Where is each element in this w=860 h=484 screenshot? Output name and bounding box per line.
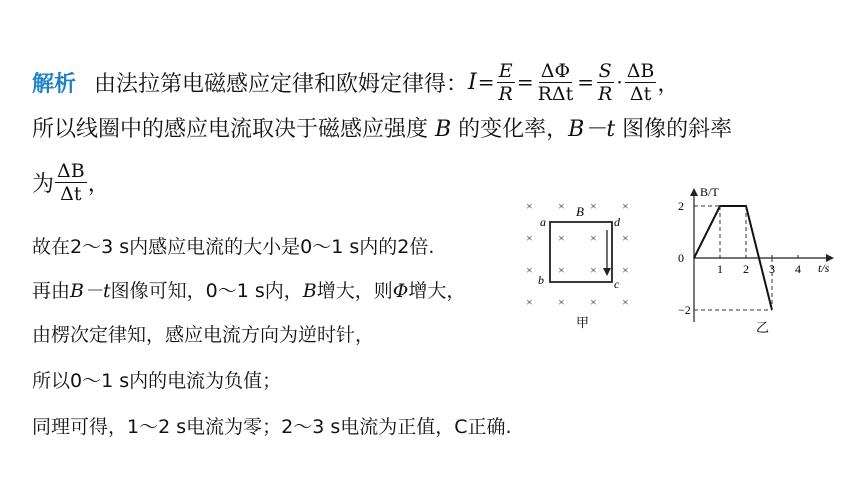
cross: × [558, 199, 565, 213]
y-axis-label: B/T [700, 185, 719, 199]
y-axis-arrow [690, 188, 698, 196]
bt-graph [670, 182, 845, 337]
cross: × [590, 295, 597, 309]
dot-operator: · [616, 70, 623, 94]
equals-3: = [577, 70, 595, 94]
equals-1: = [477, 70, 495, 94]
line-5: 再由B－t图像可知，0～1 s内，B增大，则Φ增大， [32, 280, 466, 302]
cross: × [622, 295, 629, 309]
label-a: a [540, 215, 546, 229]
line3-end: ， [87, 171, 110, 197]
x-tick-label: 2 [743, 262, 749, 276]
line-2 [32, 112, 732, 143]
fraction-slope: $\frac{\Delta B}{\Delta t}$ [57, 159, 85, 205]
cross: × [526, 295, 533, 309]
cross: × [622, 231, 629, 245]
line2-text-c: 图像的斜率 [615, 117, 733, 142]
current-symbol: I [468, 69, 477, 95]
line-8: 同理可得，1～2 s电流为零；2～3 s电流为正值，C正确. [32, 416, 512, 438]
fraction-db-over-dt: $\frac{\Delta B}{\Delta t}$ [626, 59, 655, 105]
coil-figure [520, 192, 650, 332]
y-tick-label: 2 [678, 199, 684, 213]
current-arrowhead [603, 268, 611, 276]
cross: × [622, 263, 629, 277]
x-tick-label: 1 [717, 262, 723, 276]
line-3 [32, 158, 110, 206]
analysis-tag: 解析 [32, 71, 77, 97]
cross: × [590, 199, 597, 213]
x-axis-label: t/s [818, 261, 830, 275]
caption-yi-text: 乙 [756, 320, 770, 335]
y-tick-label: 0 [678, 251, 684, 265]
label-b: b [538, 273, 544, 287]
equals-2: = [516, 70, 534, 94]
line-4: 故在2～3 s内感应电流的大小是0～1 s内的2倍. [32, 236, 435, 258]
cross: × [590, 231, 597, 245]
line-7: 所以0～1 s内的电流为负值； [32, 370, 282, 392]
cross: × [558, 231, 565, 245]
line2-Bt: B－t [568, 117, 616, 142]
cross: × [526, 231, 533, 245]
label-field-B: B [576, 204, 584, 219]
fraction-dphi-over-rdt: $\frac{\Delta\Phi}{\text{RΔt}}$ [537, 59, 574, 105]
cross: × [558, 263, 565, 277]
label-d: d [614, 215, 620, 229]
line2-text-a: 所以线圈中的感应电流取决于磁感应强度 [32, 117, 435, 142]
cross: × [526, 199, 533, 213]
line2-B: B [435, 117, 452, 142]
cross: × [622, 199, 629, 213]
fraction-s-over-r: $\frac{S}{R}$ [598, 59, 613, 105]
line3-text: 为 [32, 171, 55, 197]
intro-line [32, 58, 679, 106]
intro-end: ， [657, 71, 680, 97]
line-6: 由楞次定律知，感应电流方向为逆时针， [32, 324, 375, 346]
x-tick-label: 4 [795, 262, 801, 276]
line2-text-b: 的变化率， [451, 117, 569, 142]
cross: × [590, 263, 597, 277]
y-tick-label: −2 [678, 303, 691, 317]
x-tick-label: 3 [769, 262, 775, 276]
cross: × [558, 295, 565, 309]
intro-text: 由法拉第电磁感应定律和欧姆定律得： [94, 71, 469, 97]
label-c: c [614, 277, 620, 291]
fraction-e-over-r: $\frac{E}{R}$ [498, 59, 513, 105]
cross: × [526, 263, 533, 277]
caption-jia: 甲 [576, 315, 590, 330]
